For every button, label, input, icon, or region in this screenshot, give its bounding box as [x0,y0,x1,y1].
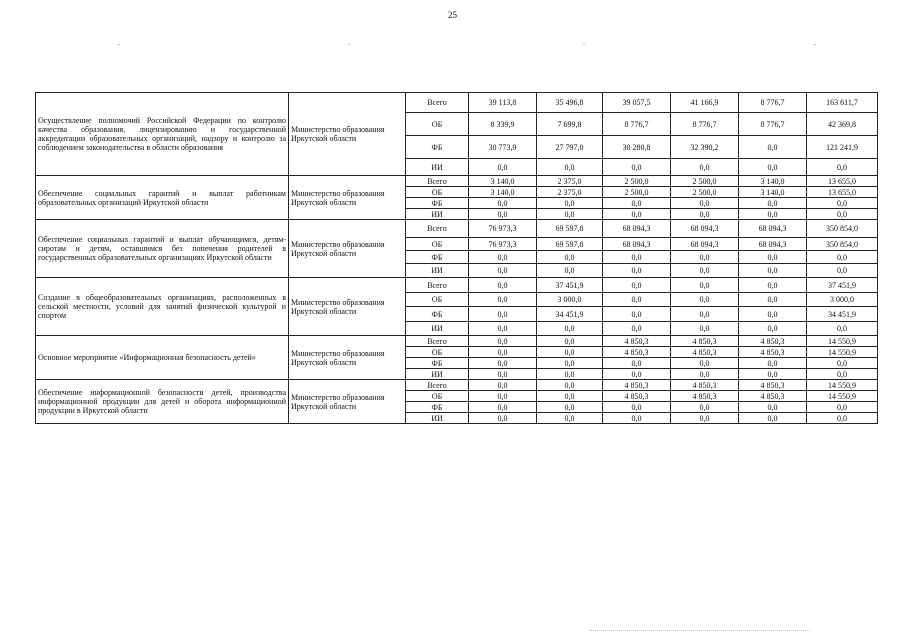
funding-source-cell: Всего [406,93,469,113]
amount-cell: 4 850,3 [739,391,807,402]
funding-source-cell: ФБ [406,358,469,369]
activity-cell: Обеспечение социальных гарантий и выплат обучающимся, детям-сиротам и детям, оставшимся без попечения родителей в государственных образовательных организациях Иркутской области [36,220,289,278]
amount-cell: 0,0 [537,358,603,369]
funding-source-cell: ФБ [406,307,469,322]
amount-cell: 0,0 [537,380,603,391]
amount-cell: 3 140,0 [739,176,807,187]
amount-cell: 0,0 [603,369,671,380]
amount-cell: 4 850,3 [671,391,739,402]
amount-cell: 13 655,0 [807,187,878,198]
table-row [36,93,878,113]
amount-cell: 0,0 [603,198,671,209]
amount-cell: 2 375,0 [537,187,603,198]
amount-cell: 35 496,8 [537,93,603,113]
amount-cell: 350 854,0 [807,238,878,251]
amount-cell: 0,0 [603,264,671,278]
amount-cell: 0,0 [739,358,807,369]
funding-source-cell: ИИ [406,413,469,424]
amount-cell: 0,0 [469,380,537,391]
amount-cell: 0,0 [739,322,807,336]
amount-cell: 0,0 [739,413,807,424]
amount-cell: 0,0 [469,413,537,424]
amount-cell: 14 550,9 [807,380,878,391]
amount-cell: 4 850,3 [671,336,739,347]
amount-cell: 8 776,7 [739,113,807,136]
amount-cell: 0,0 [469,209,537,220]
amount-cell: 0,0 [671,251,739,264]
amount-cell: 0,0 [469,369,537,380]
amount-cell: 3 000,0 [537,293,603,307]
amount-cell: 14 550,9 [807,336,878,347]
amount-cell: 69 597,8 [537,220,603,238]
amount-cell: 4 850,3 [739,380,807,391]
amount-cell: 0,0 [739,369,807,380]
executor-cell: Министерство образования Иркутской области [289,93,406,176]
amount-cell: 76 973,3 [469,238,537,251]
amount-cell: 0,0 [537,413,603,424]
amount-cell: 0,0 [537,198,603,209]
funding-source-cell: ИИ [406,159,469,176]
page-number: 25 [448,10,457,20]
amount-cell: 0,0 [807,322,878,336]
amount-cell: 0,0 [671,413,739,424]
amount-cell: 0,0 [469,347,537,358]
table-row [36,176,878,187]
table-row [36,336,878,347]
amount-cell: 2 500,0 [603,187,671,198]
funding-source-cell: ОБ [406,293,469,307]
amount-cell: 350 854,0 [807,220,878,238]
amount-cell: 0,0 [671,369,739,380]
executor-cell: Министерство образования Иркутской области [289,220,406,278]
amount-cell: 0,0 [807,209,878,220]
amount-cell: 32 390,2 [671,136,739,159]
amount-cell: 69 597,8 [537,238,603,251]
funding-source-cell: Всего [406,278,469,293]
amount-cell: 0,0 [603,209,671,220]
amount-cell: 0,0 [807,251,878,264]
amount-cell: 0,0 [603,159,671,176]
amount-cell: 0,0 [671,278,739,293]
amount-cell: 76 973,3 [469,220,537,238]
funding-source-cell: ФБ [406,198,469,209]
amount-cell: 0,0 [739,198,807,209]
activity-cell: Обеспечение информационной безопасности детей, производства информационной продукции для детей и оборота информационной продукции в Иркутской области [36,380,289,424]
amount-cell: 8 776,7 [739,93,807,113]
amount-cell: 0,0 [739,251,807,264]
amount-cell: 0,0 [537,336,603,347]
amount-cell: 0,0 [537,347,603,358]
funding-source-cell: ОБ [406,391,469,402]
funding-source-cell: ИИ [406,322,469,336]
table-row [36,278,878,293]
amount-cell: 13 655,0 [807,176,878,187]
amount-cell: 4 850,3 [603,347,671,358]
amount-cell: 0,0 [807,369,878,380]
funding-source-cell: Всего [406,176,469,187]
amount-cell: 0,0 [603,293,671,307]
amount-cell: 0,0 [671,264,739,278]
amount-cell: 0,0 [671,358,739,369]
amount-cell: 4 850,3 [603,336,671,347]
amount-cell: 39 057,5 [603,93,671,113]
amount-cell: 0,0 [671,322,739,336]
amount-cell: 0,0 [807,264,878,278]
amount-cell: 0,0 [603,278,671,293]
amount-cell: 39 113,8 [469,93,537,113]
scan-dot: . [583,38,585,47]
amount-cell: 0,0 [671,198,739,209]
amount-cell: 68 094,3 [671,220,739,238]
amount-cell: 0,0 [671,209,739,220]
amount-cell: 4 850,3 [603,391,671,402]
amount-cell: 3 140,0 [469,176,537,187]
amount-cell: 4 850,3 [739,347,807,358]
amount-cell: 0,0 [739,402,807,413]
amount-cell: 68 094,3 [603,220,671,238]
amount-cell: 0,0 [537,264,603,278]
amount-cell: 0,0 [469,278,537,293]
amount-cell: 0,0 [603,322,671,336]
amount-cell: 0,0 [807,358,878,369]
amount-cell: 41 166,9 [671,93,739,113]
funding-source-cell: ФБ [406,251,469,264]
amount-cell: 27 797,0 [537,136,603,159]
scan-artifact-line [590,630,810,635]
amount-cell: 0,0 [739,159,807,176]
funding-source-cell: ОБ [406,347,469,358]
amount-cell: 0,0 [537,402,603,413]
amount-cell: 0,0 [537,369,603,380]
amount-cell: 4 850,3 [603,380,671,391]
amount-cell: 0,0 [537,251,603,264]
amount-cell: 4 850,3 [739,336,807,347]
activity-cell: Создание в общеобразовательных организациях, расположенных в сельской местности, условий для занятий физической культурой и спортом [36,278,289,336]
amount-cell: 0,0 [537,159,603,176]
activity-cell: Осуществление полномочий Российской Федерации по контролю качества образования, лицензированию и государственной аккредитации образовательных организаций, надзору и контролю за соблюдением законодательства в области образования [36,93,289,176]
amount-cell: 0,0 [807,198,878,209]
amount-cell: 0,0 [469,402,537,413]
table-row [36,380,878,391]
activity-cell: Основное мероприятие «Информационная безопасность детей» [36,336,289,380]
amount-cell: 34 451,9 [537,307,603,322]
amount-cell: 7 699,8 [537,113,603,136]
amount-cell: 0,0 [603,358,671,369]
funding-source-cell: ОБ [406,113,469,136]
amount-cell: 0,0 [671,159,739,176]
amount-cell: 0,0 [739,136,807,159]
amount-cell: 3 140,0 [469,187,537,198]
scan-dot: . [814,38,816,47]
amount-cell: 0,0 [469,322,537,336]
amount-cell: 3 000,0 [807,293,878,307]
amount-cell: 14 550,9 [807,347,878,358]
amount-cell: 0,0 [671,307,739,322]
executor-cell: Министерство образования Иркутской области [289,380,406,424]
amount-cell: 0,0 [469,336,537,347]
amount-cell: 2 375,0 [537,176,603,187]
amount-cell: 0,0 [603,402,671,413]
amount-cell: 8 339,9 [469,113,537,136]
amount-cell: 0,0 [469,358,537,369]
amount-cell: 2 500,0 [671,176,739,187]
amount-cell: 34 451,9 [807,307,878,322]
amount-cell: 68 094,3 [671,238,739,251]
amount-cell: 163 611,7 [807,93,878,113]
funding-source-cell: ОБ [406,238,469,251]
amount-cell: 0,0 [807,402,878,413]
amount-cell: 0,0 [807,159,878,176]
funding-source-cell: ИИ [406,264,469,278]
executor-cell: Министерство образования Иркутской области [289,176,406,220]
amount-cell: 14 550,9 [807,391,878,402]
amount-cell: 0,0 [739,264,807,278]
table-row [36,220,878,238]
executor-cell: Министерство образования Иркутской области [289,336,406,380]
amount-cell: 0,0 [537,322,603,336]
scan-dot: . [348,38,350,47]
amount-cell: 0,0 [671,402,739,413]
amount-cell: 0,0 [469,293,537,307]
amount-cell: 0,0 [807,413,878,424]
amount-cell: 0,0 [469,159,537,176]
amount-cell: 0,0 [739,293,807,307]
amount-cell: 0,0 [671,293,739,307]
amount-cell: 0,0 [469,307,537,322]
amount-cell: 2 500,0 [671,187,739,198]
amount-cell: 37 451,9 [537,278,603,293]
amount-cell: 0,0 [739,307,807,322]
amount-cell: 2 500,0 [603,176,671,187]
amount-cell: 4 850,3 [671,380,739,391]
funding-source-cell: Всего [406,380,469,391]
amount-cell: 30 280,8 [603,136,671,159]
amount-cell: 68 094,3 [603,238,671,251]
amount-cell: 8 776,7 [603,113,671,136]
amount-cell: 0,0 [537,209,603,220]
funding-source-cell: ФБ [406,402,469,413]
amount-cell: 4 850,3 [671,347,739,358]
funding-source-cell: ФБ [406,136,469,159]
amount-cell: 0,0 [537,391,603,402]
funding-source-cell: Всего [406,336,469,347]
amount-cell: 0,0 [603,251,671,264]
amount-cell: 37 451,9 [807,278,878,293]
amount-cell: 68 094,3 [739,220,807,238]
funding-source-cell: ОБ [406,187,469,198]
amount-cell: 0,0 [469,391,537,402]
activity-cell: Обеспечение социальных гарантий и выплат работникам образовательных организаций Иркутской области [36,176,289,220]
amount-cell: 0,0 [739,209,807,220]
executor-cell: Министерство образования Иркутской области [289,278,406,336]
scan-dot: . [118,38,120,47]
amount-cell: 0,0 [739,278,807,293]
amount-cell: 0,0 [469,198,537,209]
amount-cell: 42 369,8 [807,113,878,136]
amount-cell: 0,0 [469,264,537,278]
amount-cell: 0,0 [469,251,537,264]
amount-cell: 0,0 [603,413,671,424]
amount-cell: 3 140,0 [739,187,807,198]
funding-source-cell: Всего [406,220,469,238]
amount-cell: 121 241,9 [807,136,878,159]
amount-cell: 68 094,3 [739,238,807,251]
amount-cell: 30 773,9 [469,136,537,159]
amount-cell: 0,0 [603,307,671,322]
budget-table [35,92,878,424]
funding-source-cell: ИИ [406,369,469,380]
funding-source-cell: ИИ [406,209,469,220]
amount-cell: 8 776,7 [671,113,739,136]
